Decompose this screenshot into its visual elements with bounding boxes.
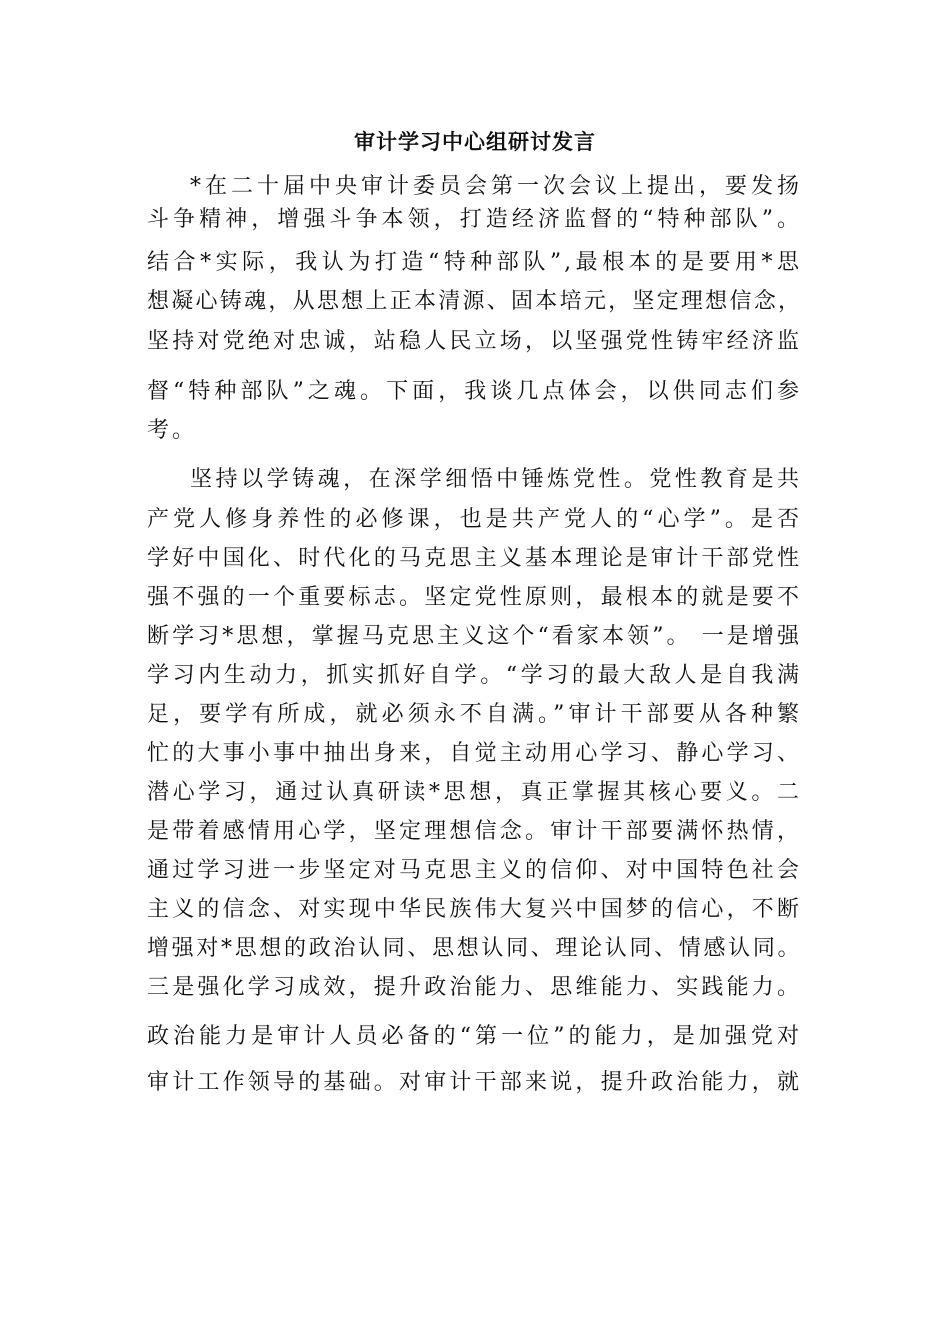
paragraph-2-line: 产党人修身养性的必修课，也是共产党人的“心学”。是否 bbox=[147, 507, 802, 532]
paragraph-2-line: 通过学习进一步坚定对马克思主义的信仰、对中国特色社会 bbox=[147, 858, 802, 883]
document-title: 审计学习中心组研讨发言 bbox=[354, 130, 596, 154]
paragraph-1-line: 坚持对党绝对忠诚，站稳人民立场，以坚强党性铸牢经济监 bbox=[147, 329, 802, 354]
paragraph-1-line: 想凝心铸魂，从思想上正本清源、固本培元，坚定理想信念， bbox=[147, 289, 802, 314]
paragraph-2-line: 增强对*思想的政治认同、思想认同、理论认同、情感认同。 bbox=[147, 936, 802, 961]
paragraph-2-line: 三是强化学习成效，提升政治能力、思维能力、实践能力。 bbox=[147, 975, 802, 1000]
paragraph-1-line: 结合*实际，我认为打造“特种部队”,最根本的是要用*思 bbox=[147, 250, 802, 275]
paragraph-1-line: *在二十届中央审计委员会第一次会议上提出，要发扬 bbox=[190, 174, 802, 199]
paragraph-2-line: 强不强的一个重要标志。坚定党性原则，最根本的就是要不 bbox=[147, 585, 802, 610]
paragraph-2-line: 审计工作领导的基础。对审计干部来说，提升政治能力，就 bbox=[147, 1070, 802, 1095]
paragraph-2-line: 断学习*思想，掌握马克思主义这个“看家本领”。 一是增强 bbox=[147, 624, 802, 649]
paragraph-2-line: 政治能力是审计人员必备的“第一位”的能力，是加强党对 bbox=[147, 1024, 802, 1049]
paragraph-2-line: 是带着感情用心学，坚定理想信念。审计干部要满怀热情， bbox=[147, 819, 802, 844]
paragraph-2-line: 忙的大事小事中抽出身来，自觉主动用心学习、静心学习、 bbox=[147, 741, 802, 766]
paragraph-2-line: 学习内生动力，抓实抓好自学。“学习的最大敌人是自我满 bbox=[147, 663, 802, 688]
paragraph-2-line: 足，要学有所成，就必须永不自满。”审计干部要从各种繁 bbox=[147, 702, 802, 727]
paragraph-2-line: 主义的信念、对实现中华民族伟大复兴中国梦的信心，不断 bbox=[147, 897, 802, 922]
paragraph-1-line: 督“特种部队”之魂。下面，我谈几点体会，以供同志们参 bbox=[147, 379, 802, 404]
paragraph-2-line: 坚持以学铸魂，在深学细悟中锤炼党性。党性教育是共 bbox=[190, 467, 802, 492]
paragraph-1-line: 斗争精神，增强斗争本领，打造经济监督的“特种部队”。 bbox=[147, 207, 802, 232]
paragraph-1-line: 考。 bbox=[147, 418, 198, 443]
paragraph-2-line: 潜心学习，通过认真研读*思想，真正掌握其核心要义。二 bbox=[147, 780, 802, 805]
paragraph-2-line: 学好中国化、时代化的马克思主义基本理论是审计干部党性 bbox=[147, 546, 802, 571]
